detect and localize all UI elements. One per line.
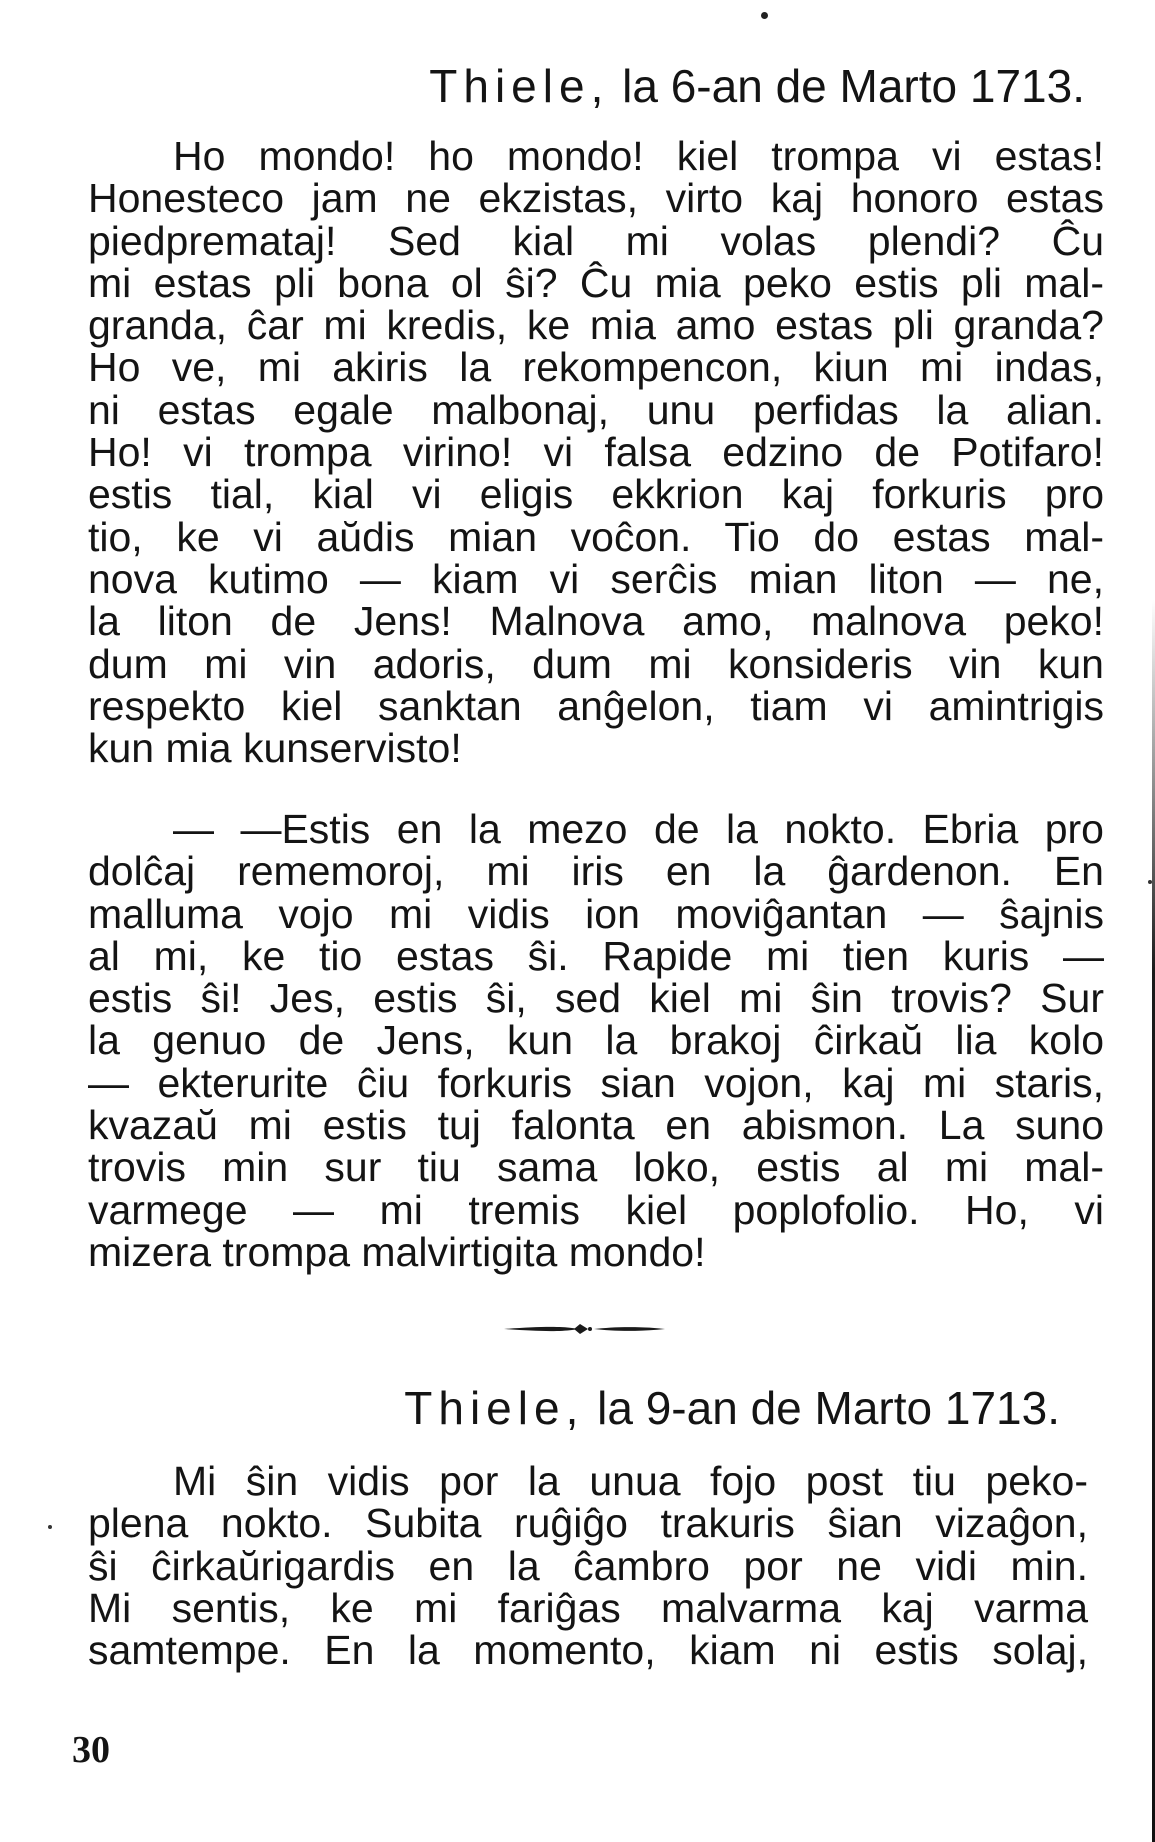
diary-entry-heading — [60, 1380, 1060, 1436]
heading-date: la 6-an de Marto 1713. — [622, 60, 1085, 112]
heading-date: la 9-an de Marto 1713. — [597, 1382, 1060, 1434]
text-line: mizera trompa malvirtigita mondo! — [88, 1228, 706, 1275]
text-line: malluma vojo mi vidis ion moviĝantan — ŝajnis — [88, 890, 1104, 937]
page-number: 30 — [72, 1729, 110, 1771]
paragraph — [88, 1458, 1088, 1674]
ink-speck — [1148, 880, 1152, 884]
text-line: Ho mondo! ho mondo! kiel trompa vi estas! — [173, 133, 1104, 179]
text-line: Mi sentis, ke mi fariĝas malvarma kaj varma — [88, 1584, 1088, 1631]
text-line: Ho! vi trompa virino! vi falsa edzino de Potifaro! — [88, 429, 1104, 476]
text-line: estis tial, kial vi eligis ekkrion kaj forkuris pro — [88, 471, 1104, 518]
text-line: — —Estis en la mezo de la nokto. Ebria pro — [173, 806, 1104, 852]
text-line: varmege — mi tremis kiel poplofolio. Ho, vi — [88, 1186, 1104, 1233]
paragraph — [88, 808, 1104, 1273]
ink-speck — [761, 12, 768, 19]
text-line: dolĉaj rememoroj, mi iris en la ĝardenon. En — [88, 848, 1104, 895]
text-line: granda, ĉar mi kredis, ke mia amo estas pli granda? — [88, 302, 1104, 349]
text-line: tio, ke vi aŭdis mian voĉon. Tio do estas mal- — [88, 513, 1104, 560]
text-line: dum mi vin adoris, dum mi konsideris vin kun — [88, 640, 1104, 687]
text-line: — ekterurite ĉiu forkuris sian vojon, kaj mi staris, — [88, 1059, 1104, 1106]
text-line: la genuo de Jens, kun la brakoj ĉirkaŭ lia kolo — [88, 1017, 1104, 1064]
ink-speck — [48, 1525, 52, 1529]
text-line: plena nokto. Subita ruĝiĝo trakuris ŝian vizaĝon, — [88, 1500, 1088, 1547]
section-separator-ornament — [502, 1322, 667, 1336]
text-line: samtempe. En la momento, kiam ni estis solaj, — [88, 1627, 1088, 1674]
text-line: nova kutimo — kiam vi serĉis mian liton — ne, — [88, 555, 1104, 602]
heading-place: Thiele, — [404, 1382, 585, 1434]
diary-entry-heading — [85, 58, 1085, 114]
paragraph — [88, 133, 1104, 772]
text-line: kvazaŭ mi estis tuj falonta en abismon. La suno — [88, 1102, 1104, 1149]
text-line: ŝi ĉirkaŭrigardis en la ĉambro por ne vidi min. — [88, 1542, 1088, 1589]
text-line: Honesteco jam ne ekzistas, virto kaj honoro estas — [88, 175, 1104, 222]
text-line: al mi, ke tio estas ŝi. Rapide mi tien kuris — — [88, 932, 1104, 979]
heading-place: Thiele, — [429, 60, 610, 112]
text-line: Ho ve, mi akiris la rekompencon, kiun mi indas, — [88, 344, 1104, 391]
text-line: ni estas egale malbonaj, unu perfidas la alian. — [88, 386, 1104, 433]
text-line: trovis min sur tiu sama loko, estis al mi mal- — [88, 1144, 1104, 1191]
text-line: kun mia kunservisto! — [88, 725, 462, 772]
text-line: respekto kiel sanktan anĝelon, tiam vi amintrigis — [88, 682, 1104, 729]
text-line: mi estas pli bona ol ŝi? Ĉu mia peko estis pli mal- — [88, 259, 1104, 306]
text-line: piedpremataj! Sed kial mi volas plendi? Ĉu — [88, 217, 1104, 264]
text-line: Mi ŝin vidis por la unua fojo post tiu peko- — [173, 1458, 1088, 1504]
text-line: estis ŝi! Jes, estis ŝi, sed kiel mi ŝin trovis? Sur — [88, 975, 1104, 1022]
text-line: la liton de Jens! Malnova amo, malnova peko! — [88, 598, 1104, 645]
